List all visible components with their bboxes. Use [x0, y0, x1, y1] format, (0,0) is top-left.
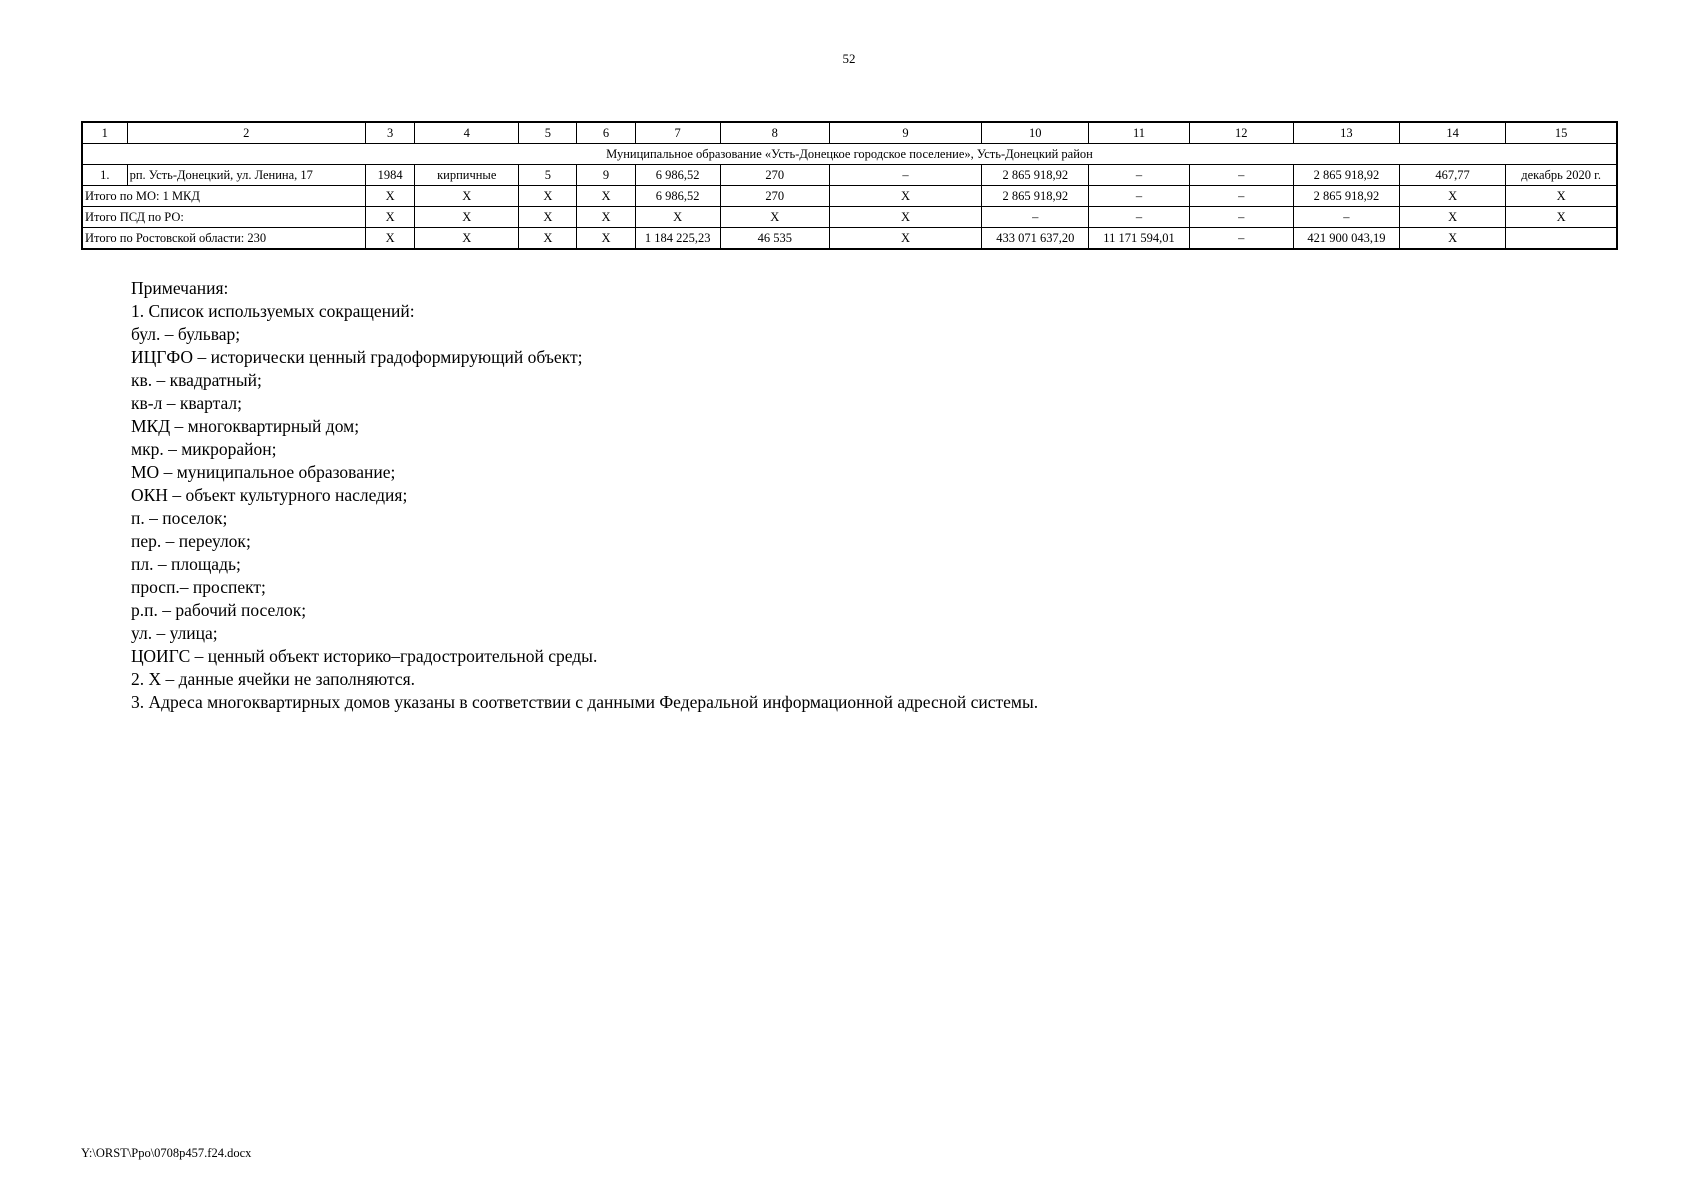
- table-cell: 2 865 918,92: [982, 186, 1089, 207]
- table-cell: X: [1506, 207, 1617, 228]
- table-cell: –: [1293, 207, 1399, 228]
- abbreviation-item: просп.– проспект;: [131, 577, 266, 597]
- table-cell: X: [829, 186, 981, 207]
- table-cell: X: [366, 186, 415, 207]
- table-cell: X: [519, 186, 577, 207]
- column-number: 5: [519, 122, 577, 144]
- column-number: 7: [635, 122, 720, 144]
- table-cell: X: [1400, 228, 1506, 250]
- table-cell: –: [1189, 207, 1293, 228]
- table-cell: [1506, 228, 1617, 250]
- table-cell: декабрь 2020 г.: [1506, 165, 1617, 186]
- column-number: 15: [1506, 122, 1617, 144]
- column-number: 14: [1400, 122, 1506, 144]
- column-number: 10: [982, 122, 1089, 144]
- abbreviation-item: п. – поселок;: [131, 508, 228, 528]
- table-cell: –: [1189, 228, 1293, 250]
- table-cell: X: [366, 207, 415, 228]
- note-line: 1. Список используемых сокращений:: [131, 301, 415, 321]
- table-cell: 2 865 918,92: [982, 165, 1089, 186]
- table-cell: –: [1089, 207, 1189, 228]
- column-number: 1: [82, 122, 127, 144]
- note-line: 3. Адреса многоквартирных домов указаны в соответствии с данными Федеральной информационной адресной системы.: [131, 692, 1039, 712]
- table-cell: 421 900 043,19: [1293, 228, 1399, 250]
- total-label: Итого ПСД по РО:: [82, 207, 366, 228]
- table-cell: 467,77: [1400, 165, 1506, 186]
- notes-heading: Примечания:: [131, 278, 229, 298]
- abbreviation-item: кв-л – квартал;: [131, 393, 243, 413]
- abbreviation-item: ОКН – объект культурного наследия;: [131, 485, 408, 505]
- section-title: Муниципальное образование «Усть-Донецкое городское поселение», Усть-Донецкий район: [82, 144, 1617, 165]
- table-cell: –: [1189, 165, 1293, 186]
- row-number: 1.: [82, 165, 127, 186]
- table-cell: X: [519, 228, 577, 250]
- page-number: 52: [842, 51, 856, 66]
- notes-section: [131, 277, 1038, 714]
- table-cell: 1984: [366, 165, 415, 186]
- column-number: 12: [1189, 122, 1293, 144]
- abbreviation-item: р.п. – рабочий поселок;: [131, 600, 307, 620]
- column-number: 4: [415, 122, 519, 144]
- table-cell: –: [1089, 186, 1189, 207]
- total-psd-row: [82, 207, 1617, 228]
- section-title-row: [82, 144, 1617, 165]
- column-number: 13: [1293, 122, 1399, 144]
- table-cell: 11 171 594,01: [1089, 228, 1189, 250]
- table-cell: X: [519, 207, 577, 228]
- column-number: 6: [577, 122, 635, 144]
- table-cell: –: [1089, 165, 1189, 186]
- table-cell: 433 071 637,20: [982, 228, 1089, 250]
- column-number: 2: [127, 122, 365, 144]
- table-cell: 6 986,52: [635, 165, 720, 186]
- table-cell: 46 535: [720, 228, 829, 250]
- total-label: Итого по Ростовской области: 230: [82, 228, 366, 250]
- table-cell: 6 986,52: [635, 186, 720, 207]
- column-number: 9: [829, 122, 981, 144]
- abbreviation-item: ул. – улица;: [131, 623, 218, 643]
- table-cell: кирпичные: [415, 165, 519, 186]
- column-number: 3: [366, 122, 415, 144]
- column-number: 11: [1089, 122, 1189, 144]
- abbreviation-item: мкр. – микрорайон;: [131, 439, 277, 459]
- abbreviation-item: МО – муниципальное образование;: [131, 462, 396, 482]
- table-cell: 270: [720, 186, 829, 207]
- table-cell: X: [1506, 186, 1617, 207]
- total-region-row: [82, 228, 1617, 250]
- table-header-row: [82, 122, 1617, 144]
- table-cell: 9: [577, 165, 635, 186]
- data-table: [81, 121, 1618, 250]
- abbreviation-item: ЦОИГС – ценный объект историко–градостроительной среды.: [131, 646, 598, 666]
- table-cell: X: [366, 228, 415, 250]
- abbreviation-item: бул. – бульвар;: [131, 324, 241, 344]
- table-cell: –: [829, 165, 981, 186]
- total-mo-row: [82, 186, 1617, 207]
- address-cell: рп. Усть-Донецкий, ул. Ленина, 17: [127, 165, 365, 186]
- abbreviation-item: пл. – площадь;: [131, 554, 241, 574]
- table-cell: X: [829, 228, 981, 250]
- abbreviation-item: МКД – многоквартирный дом;: [131, 416, 360, 436]
- table-cell: X: [577, 207, 635, 228]
- table-cell: –: [1189, 186, 1293, 207]
- table-cell: X: [720, 207, 829, 228]
- table-cell: X: [577, 186, 635, 207]
- table-cell: 5: [519, 165, 577, 186]
- table-cell: 1 184 225,23: [635, 228, 720, 250]
- table-cell: X: [1400, 186, 1506, 207]
- column-number: 8: [720, 122, 829, 144]
- table-cell: 2 865 918,92: [1293, 165, 1399, 186]
- abbreviation-item: ИЦГФО – исторически ценный градоформирующий объект;: [131, 347, 583, 367]
- table-row: [82, 165, 1617, 186]
- table-cell: –: [982, 207, 1089, 228]
- table-cell: 270: [720, 165, 829, 186]
- table-cell: 2 865 918,92: [1293, 186, 1399, 207]
- note-line: 2. X – данные ячейки не заполняются.: [131, 669, 416, 689]
- abbreviation-item: пер. – переулок;: [131, 531, 251, 551]
- table-cell: X: [635, 207, 720, 228]
- table-cell: X: [1400, 207, 1506, 228]
- abbreviation-item: кв. – квадратный;: [131, 370, 262, 390]
- table-cell: X: [577, 228, 635, 250]
- table-cell: X: [415, 207, 519, 228]
- table-cell: X: [829, 207, 981, 228]
- total-label: Итого по МО: 1 МКД: [82, 186, 366, 207]
- table-cell: X: [415, 228, 519, 250]
- footer-file-path: Y:\ORST\Ppo\0708p457.f24.docx: [81, 1146, 252, 1160]
- table-cell: X: [415, 186, 519, 207]
